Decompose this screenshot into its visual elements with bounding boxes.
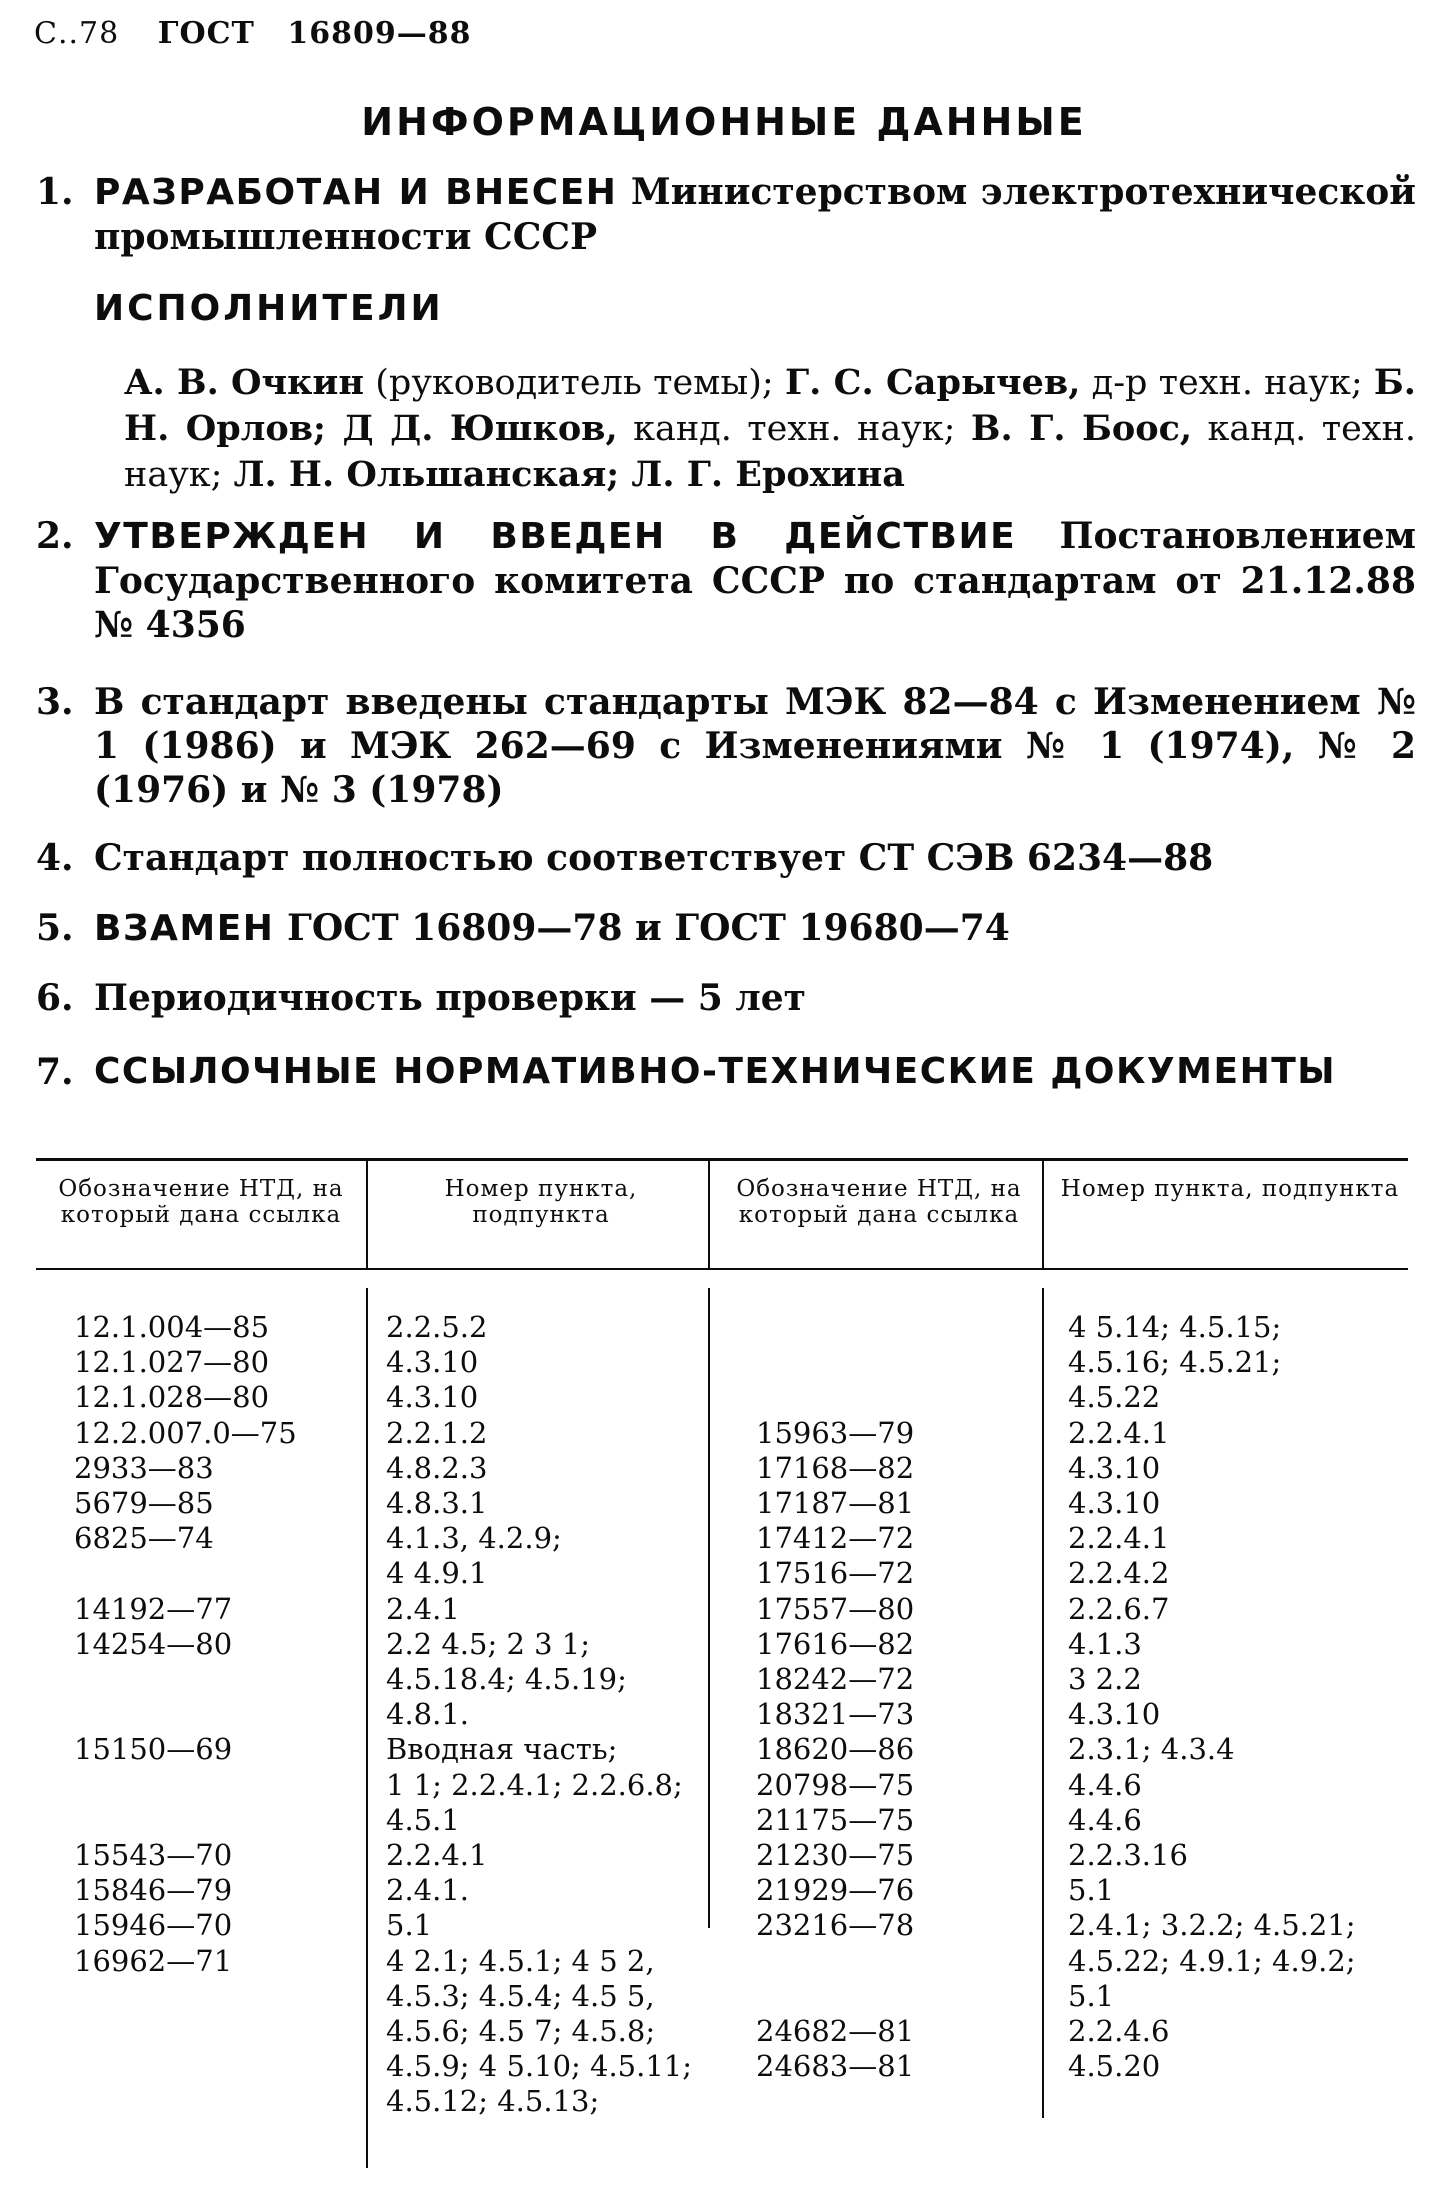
table-cell: 2.2.6.7 — [1068, 1591, 1170, 1626]
table-cell: 2.2.3.16 — [1068, 1838, 1188, 1872]
standard-number: 16809—88 — [287, 16, 472, 51]
column-divider — [366, 1158, 368, 1268]
table-cell: 15846—79 — [74, 1873, 233, 1908]
item-number: 6. — [36, 977, 74, 1019]
executor-name: Г. С. Сарычев, — [784, 362, 1081, 403]
table-cell: 18242—72 — [756, 1662, 915, 1696]
item-number: 4. — [36, 837, 74, 879]
table-cell: 5.1 — [1068, 1978, 1115, 2013]
table-cell: 14192—77 — [74, 1591, 233, 1626]
table-cell: 2.4.1; 3.2.2; 4.5.21; — [1068, 1908, 1356, 1943]
table-cell: 12.1.028—80 — [74, 1380, 270, 1415]
column-divider — [708, 1158, 710, 1268]
table-cell: 4.5.16; 4.5.21; — [1068, 1345, 1282, 1380]
executor-role: д-р техн. наук; — [1080, 363, 1374, 403]
item-lead: ВЗАМЕН — [94, 908, 275, 949]
table-row — [36, 1592, 1408, 1627]
table-cell: 4.5.20 — [1068, 2049, 1161, 2084]
table-cell: 5.1 — [386, 1908, 433, 1943]
table-cell: 4.1.3, 4.2.9; — [386, 1521, 562, 1556]
item-text: В стандарт введены стандарты МЭК 82—84 с Изменением № 1 (1986) и МЭК 262—69 с Изменениями № 1 (1974), № 2 (1976) и № 3 (1978) — [94, 681, 1416, 811]
table-row — [36, 1345, 1408, 1380]
table-cell: 14254—80 — [74, 1626, 233, 1661]
table-cell: 2.2.4.1 — [1068, 1521, 1170, 1556]
table-row — [36, 1803, 1408, 1838]
item-text — [94, 170, 1416, 259]
item-text: ССЫЛОЧНЫЕ НОРМАТИВНО-ТЕХНИЧЕСКИЕ ДОКУМЕНТЫ — [94, 1051, 1337, 1092]
table-row — [36, 1979, 1408, 2014]
table-cell: 2.2.4.1 — [386, 1838, 488, 1872]
table-cell: 4.8.3.1 — [386, 1486, 488, 1520]
table-cell: 4.1.3 — [1068, 1626, 1142, 1661]
item-lead: УТВЕРЖДЕН И ВВЕДЕН В ДЕЙСТВИЕ — [94, 516, 1017, 557]
table-row — [36, 1486, 1408, 1521]
executor-role: (руководитель темы); — [364, 363, 785, 403]
table-cell: 24682—81 — [756, 2014, 915, 2048]
item-number: 7. — [36, 1051, 74, 1093]
table-row — [36, 1697, 1408, 1732]
column-divider — [1042, 1158, 1044, 1268]
table-cell: 17557—80 — [756, 1591, 915, 1626]
table-cell: 17516—72 — [756, 1556, 915, 1591]
item-number: 5. — [36, 907, 74, 949]
item-rest: Постановлением Государственного комитета СССР по стандартам от 21.12.88 № 4356 — [94, 515, 1416, 646]
executor-name: В. Г. Боос, — [970, 408, 1193, 449]
table-row — [36, 2049, 1408, 2084]
table-cell: 4.5.12; 4.5.13; — [386, 2084, 600, 2119]
table-cell: 5679—85 — [74, 1486, 214, 1520]
table-top-rule — [36, 1158, 1408, 1161]
table-cell: 4.3.10 — [1068, 1697, 1161, 1732]
table-cell: 12.1.027—80 — [74, 1345, 270, 1380]
table-row — [36, 2014, 1408, 2049]
executor-name: А. В. Очкин — [124, 362, 365, 403]
table-cell: 2.2.1.2 — [386, 1415, 488, 1450]
item-number: 3. — [36, 681, 74, 723]
table-cell: 20798—75 — [756, 1767, 915, 1802]
table-cell: 4.5.3; 4.5.4; 4.5 5, — [386, 1978, 655, 2013]
table-cell: 2.3.1; 4.3.4 — [1068, 1732, 1235, 1767]
column-header: Обозначение НТД, на который дана ссылка — [58, 1176, 344, 1228]
column-header: Обозначение НТД, на который дана ссылка — [736, 1176, 1022, 1228]
table-cell: 4.3.10 — [1068, 1486, 1161, 1520]
table-cell: 2933—83 — [74, 1450, 214, 1485]
table-cell: 4 5.14; 4.5.15; — [1068, 1310, 1282, 1344]
table-cell: Вводная часть; — [386, 1732, 618, 1767]
running-head — [34, 16, 471, 51]
executor-role: канд. техн. наук; — [617, 409, 971, 449]
table-cell: 2.2.5.2 — [386, 1310, 488, 1344]
table-cell: 2.4.1. — [386, 1873, 470, 1908]
table-cell: 3 2.2 — [1068, 1662, 1142, 1696]
item-text: Стандарт полностью соответствует СТ СЭВ 6234—88 — [94, 837, 1214, 879]
table-cell: 4.5.6; 4.5 7; 4.5.8; — [386, 2014, 656, 2048]
table-cell: 4.5.22; 4.9.1; 4.9.2; — [1068, 1943, 1356, 1978]
table-row — [36, 2084, 1408, 2119]
table-cell: 2.2.4.6 — [1068, 2014, 1170, 2048]
table-cell: 4.8.1. — [386, 1697, 470, 1732]
table-cell: 4.5.18.4; 4.5.19; — [386, 1662, 627, 1696]
table-row — [36, 1521, 1408, 1556]
executor-name: Б. Н. Орлов; Д Д. Юшков, — [124, 362, 1416, 449]
column-header: Номер пункта, подпункта — [1060, 1176, 1400, 1202]
table-cell: 2.2 4.5; 2 3 1; — [386, 1626, 591, 1661]
table-cell: 4.3.10 — [1068, 1450, 1161, 1485]
executor-role: канд. техн. наук; — [124, 409, 1416, 495]
column-header: Номер пункта, подпункта — [444, 1176, 638, 1228]
table-cell: 12.2.007.0—75 — [74, 1415, 297, 1450]
table-cell: 15963—79 — [756, 1415, 915, 1450]
item-text: Периодичность проверки — 5 лет — [94, 977, 806, 1019]
table-cell: 21175—75 — [756, 1802, 915, 1837]
page-number: С..78 — [34, 16, 120, 51]
table-cell: 21230—75 — [756, 1838, 915, 1872]
item-number: 2. — [36, 515, 74, 557]
table-cell: 18321—73 — [756, 1697, 915, 1732]
table-cell: 6825—74 — [74, 1521, 214, 1556]
table-header-rule — [36, 1268, 1408, 1270]
table-row — [36, 1838, 1408, 1873]
item-text — [94, 514, 1416, 647]
table-cell: 12.1.004—85 — [74, 1310, 270, 1344]
standard-prefix: ГОСТ — [157, 16, 255, 51]
table-cell: 15946—70 — [74, 1908, 233, 1943]
item-rest: Министерством электротехнической промышленности СССР — [94, 171, 1416, 258]
table-row — [36, 1627, 1408, 1662]
table-cell: 15150—69 — [74, 1732, 233, 1767]
table-cell: 2.2.4.2 — [1068, 1556, 1170, 1591]
table-cell: 4.8.2.3 — [386, 1450, 488, 1485]
table-row — [36, 1944, 1408, 1979]
table-cell: 21929—76 — [756, 1873, 915, 1908]
table-row — [36, 1662, 1408, 1697]
table-cell: 18620—86 — [756, 1732, 915, 1767]
table-cell: 4.5.9; 4 5.10; 4.5.11; — [386, 2049, 693, 2084]
table-cell: 16962—71 — [74, 1943, 233, 1978]
table-cell: 4.5.1 — [386, 1802, 460, 1837]
table-cell: 4.3.10 — [386, 1345, 479, 1380]
table-cell: 4.4.6 — [1068, 1802, 1142, 1837]
table-row — [36, 1310, 1408, 1345]
table-cell: 5.1 — [1068, 1873, 1115, 1908]
table-cell: 4 2.1; 4.5.1; 4 5 2, — [386, 1943, 655, 1978]
table-cell: 17168—82 — [756, 1450, 915, 1485]
table-cell: 15543—70 — [74, 1838, 233, 1872]
table-cell: 4.5.22 — [1068, 1380, 1161, 1415]
table-row — [36, 1732, 1408, 1767]
table-row — [36, 1416, 1408, 1451]
table-cell: 1 1; 2.2.4.1; 2.2.6.8; — [386, 1767, 683, 1802]
page-title: ИНФОРМАЦИОННЫЕ ДАННЫЕ — [361, 100, 1087, 144]
table-row — [36, 1873, 1408, 1908]
table-cell: 23216—78 — [756, 1908, 915, 1943]
table-cell: 4.3.10 — [386, 1380, 479, 1415]
table-cell: 2.4.1 — [386, 1591, 460, 1626]
table-row — [36, 1556, 1408, 1591]
table-cell: 24683—81 — [756, 2049, 915, 2084]
table-cell: 17412—72 — [756, 1521, 915, 1556]
executor-name: Л. Н. Ольшанская; Л. Г. Ерохина — [233, 454, 905, 495]
item-number: 1. — [36, 171, 74, 213]
table-cell: 4 4.9.1 — [386, 1556, 488, 1591]
reference-table — [36, 1158, 1408, 2168]
table-cell: 17187—81 — [756, 1486, 915, 1520]
item-text — [94, 906, 1416, 951]
executors-heading: ИСПОЛНИТЕЛИ — [94, 288, 444, 329]
table-cell: 2.2.4.1 — [1068, 1415, 1170, 1450]
table-cell: 17616—82 — [756, 1626, 915, 1661]
item-rest: ГОСТ 16809—78 и ГОСТ 19680—74 — [286, 907, 1010, 949]
executors-list — [124, 360, 1416, 498]
table-row — [36, 1451, 1408, 1486]
table-row — [36, 1768, 1408, 1803]
table-row — [36, 1908, 1408, 1943]
table-cell: 4.4.6 — [1068, 1767, 1142, 1802]
item-lead: РАЗРАБОТАН И ВНЕСЕН — [94, 172, 618, 213]
table-row — [36, 1380, 1408, 1415]
